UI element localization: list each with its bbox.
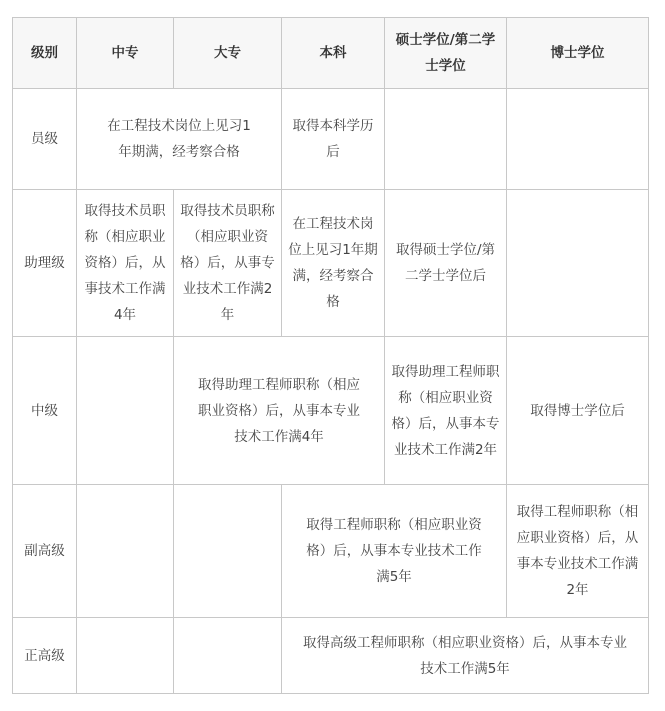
header-zhongzhuan: 中专 [77,18,174,89]
requirement-cell: 取得助理工程师职称（相应职业资格）后，从事本专业技术工作满2年 [385,337,507,485]
level-cell: 正高级 [13,618,77,694]
requirement-cell: 取得博士学位后 [507,337,649,485]
table-row [13,485,649,618]
empty-cell [174,485,282,618]
level-cell: 副高级 [13,485,77,618]
table-row [13,618,649,694]
table-row [13,89,649,190]
table-row [13,337,649,485]
header-shuoshi: 硕士学位/第二学士学位 [385,18,507,89]
empty-cell [77,337,174,485]
table-header-row [13,18,649,89]
empty-cell [77,485,174,618]
requirement-cell: 取得硕士学位/第二学士学位后 [385,190,507,337]
header-benke: 本科 [282,18,385,89]
level-cell: 助理级 [13,190,77,337]
header-level: 级别 [13,18,77,89]
empty-cell [385,89,507,190]
requirement-cell: 取得技术员职称（相应职业资格）后，从事技术工作满4年 [77,190,174,337]
requirement-cell: 取得本科学历后 [282,89,385,190]
table-row [13,190,649,337]
title-requirements-table [12,17,649,694]
requirement-cell: 在工程技术岗位上见习1年期满，经考察合格 [77,89,282,190]
requirement-cell: 取得技术员职称（相应职业资格）后，从事专业技术工作满2年 [174,190,282,337]
requirement-cell: 取得工程师职称（相应职业资格）后，从事本专业技术工作满5年 [282,485,507,618]
level-cell: 员级 [13,89,77,190]
level-cell: 中级 [13,337,77,485]
empty-cell [507,190,649,337]
empty-cell [174,618,282,694]
header-dazhuan: 大专 [174,18,282,89]
requirement-cell: 在工程技术岗位上见习1年期满，经考察合格 [282,190,385,337]
requirement-cell: 取得工程师职称（相应职业资格）后，从事本专业技术工作满2年 [507,485,649,618]
requirement-cell: 取得助理工程师职称（相应职业资格）后，从事本专业技术工作满4年 [174,337,385,485]
requirement-cell: 取得高级工程师职称（相应职业资格）后，从事本专业技术工作满5年 [282,618,649,694]
empty-cell [507,89,649,190]
empty-cell [77,618,174,694]
header-boshi: 博士学位 [507,18,649,89]
title-requirements-table-container [12,17,649,694]
